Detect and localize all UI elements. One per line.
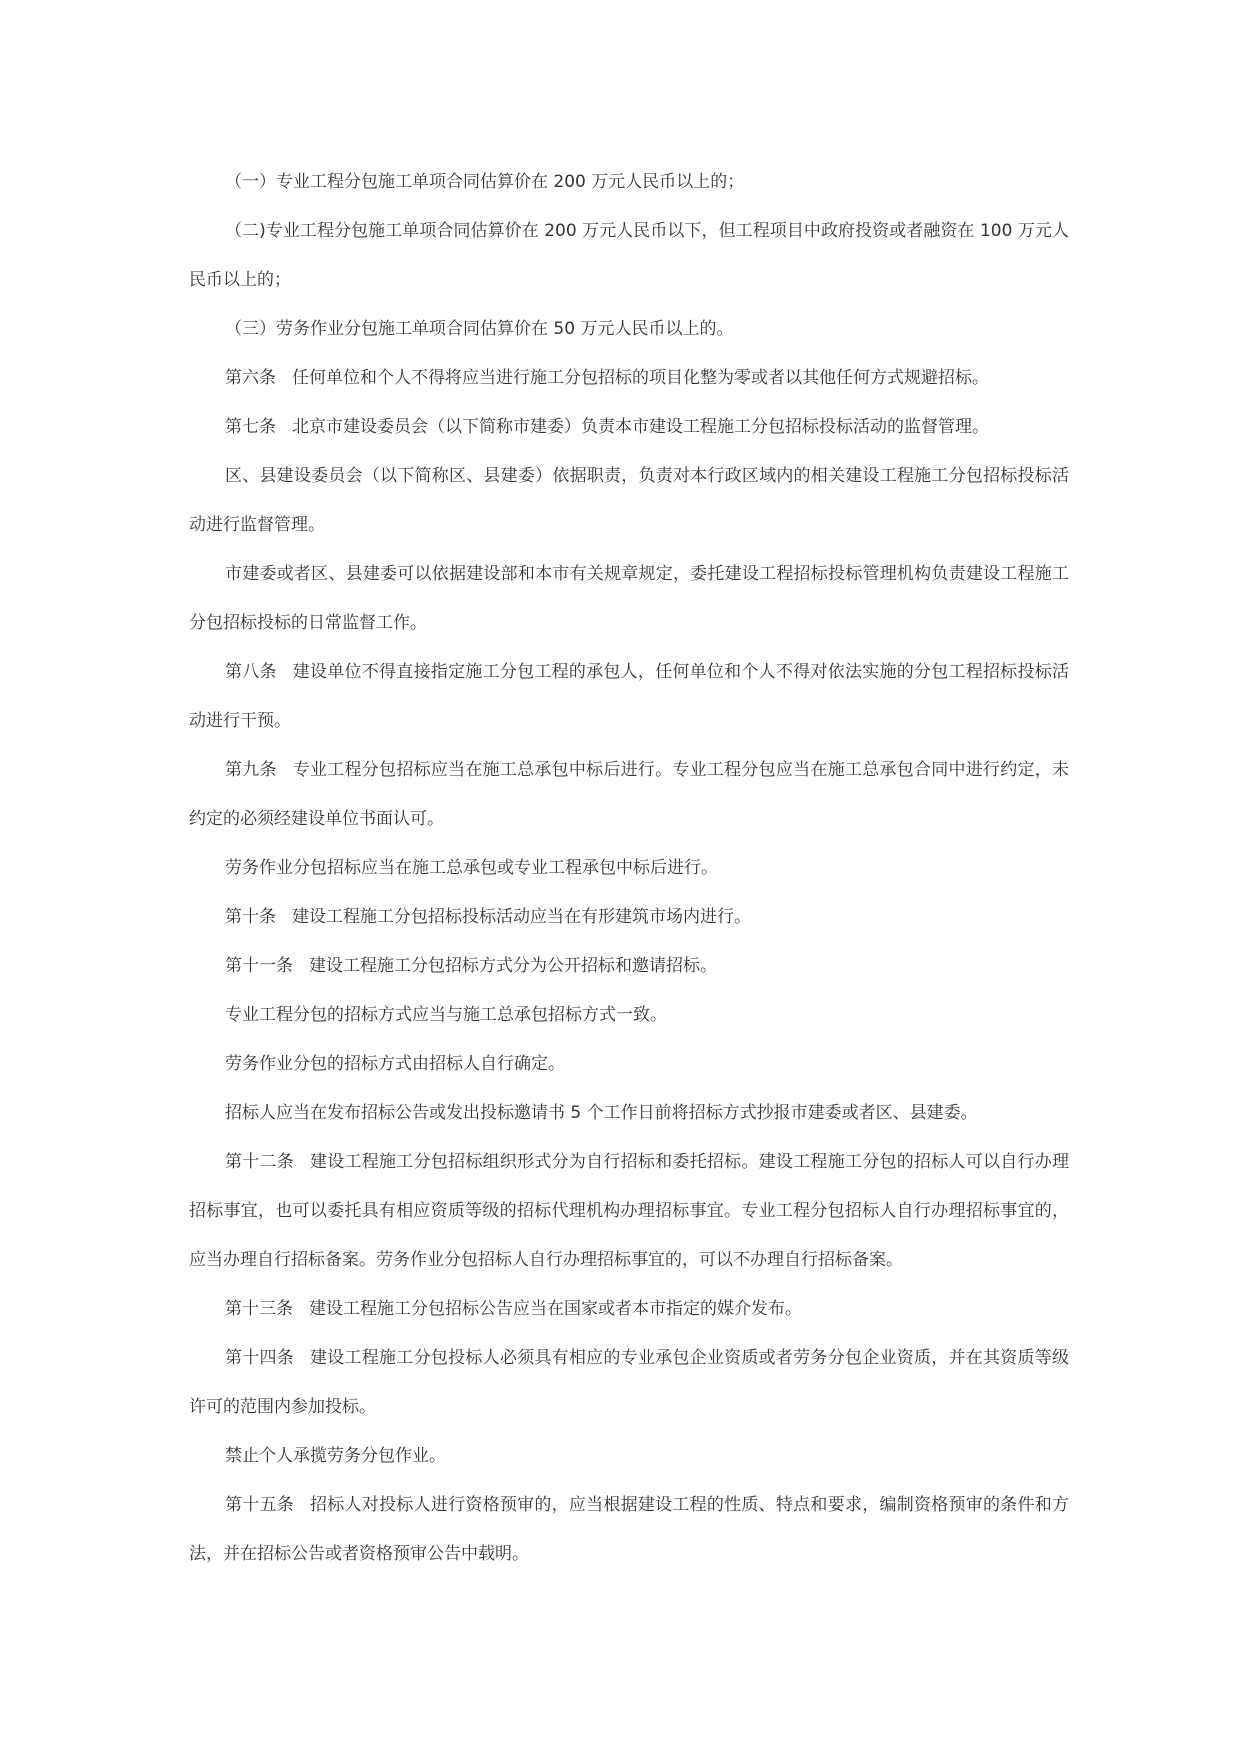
paragraph-text: 专业工程分包招标应当在施工总承包中标后进行。专业工程分包应当在施工总承包合同中进行约定，未约定的必须经建设单位书面认可。 [189,760,1070,829]
paragraph-text: 区、县建设委员会（以下简称区、县建委）依据职责，负责对本行政区域内的相关建设工程施工分包招标投标活动进行监督管理。 [189,466,1069,535]
paragraph-15 [189,1089,1069,1138]
article-label: 第八条 [225,662,277,682]
paragraph-text: 劳务作业分包招标应当在施工总承包或专业工程承包中标后进行。 [225,858,718,878]
article-label: 第六条 [225,368,276,388]
paragraph-text: 专业工程分包的招标方式应当与施工总承包招标方式一致。 [225,1005,667,1025]
paragraph-text: 劳务作业分包的招标方式由招标人自行确定。 [225,1054,565,1074]
paragraph-19 [189,1432,1069,1481]
paragraph-7 [189,550,1069,648]
paragraph-text: 招标人对投标人进行资格预审的，应当根据建设工程的性质、特点和要求，编制资格预审的条件和方法，并在招标公告或者资格预审公告中载明。 [189,1495,1070,1564]
paragraph-text: 市建委或者区、县建委可以依据建设部和本市有关规章规定，委托建设工程招标投标管理机构负责建设工程施工分包招标投标的日常监督工作。 [189,564,1069,633]
article-14 [189,1334,1069,1432]
article-8 [189,648,1069,746]
article-13 [189,1285,1069,1334]
article-label: 第七条 [225,417,276,437]
paragraph-text: （三）劳务作业分包施工单项合同估算价在 50 万元人民币以上的。 [225,319,734,339]
article-label: 第十二条 [225,1152,295,1172]
paragraph-text: 建设工程施工分包招标组织形式分为自行招标和委托招标。建设工程施工分包的招标人可以自行办理招标事宜，也可以委托具有相应资质等级的招标代理机构办理招标事宜。专业工程分包招标人自行办理招标事宜的，应当办理自行招标备案。劳务作业分包招标人自行办理招标事宜的，可以不办理自行招标备案。 [189,1152,1070,1270]
article-10 [189,893,1069,942]
paragraph-text: 招标人应当在发布招标公告或发出投标邀请书 5 个工作日前将招标方式抄报市建委或者区、县建委。 [225,1103,978,1123]
article-6 [189,354,1069,403]
paragraph-text: 禁止个人承揽劳务分包作业。 [225,1446,446,1466]
article-label: 第九条 [225,760,277,780]
paragraph-text: 建设工程施工分包投标人必须具有相应的专业承包企业资质或者劳务分包企业资质，并在其资质等级许可的范围内参加投标。 [189,1348,1070,1417]
article-label: 第十五条 [225,1495,295,1515]
paragraph-text: 任何单位和个人不得将应当进行施工分包招标的项目化整为零或者以其他任何方式规避招标。 [292,368,989,388]
article-label: 第十四条 [225,1348,295,1368]
paragraph-10 [189,844,1069,893]
paragraph-text: （一）专业工程分包施工单项合同估算价在 200 万元人民币以上的； [225,172,745,192]
paragraph-1 [189,158,1069,207]
article-9 [189,746,1069,844]
paragraph-14 [189,1040,1069,1089]
paragraph-text: 建设工程施工分包招标公告应当在国家或者本市指定的媒介发布。 [309,1299,802,1319]
document-body [189,158,1069,1579]
article-label: 第十条 [225,907,276,927]
paragraph-13 [189,991,1069,1040]
article-7 [189,403,1069,452]
article-15 [189,1481,1069,1579]
paragraph-2 [189,207,1069,305]
paragraph-text: 建设工程施工分包招标投标活动应当在有形建筑市场内进行。 [292,907,751,927]
article-12 [189,1138,1069,1285]
article-label: 第十三条 [225,1299,293,1319]
paragraph-text: （二)专业工程分包施工单项合同估算价在 200 万元人民币以下，但工程项目中政府投资或者融资在 100 万元人民币以上的； [189,221,1069,290]
paragraph-text: 建设单位不得直接指定施工分包工程的承包人，任何单位和个人不得对依法实施的分包工程招标投标活动进行干预。 [189,662,1070,731]
article-11 [189,942,1069,991]
paragraph-3 [189,305,1069,354]
paragraph-6 [189,452,1069,550]
article-label: 第十一条 [225,956,293,976]
paragraph-text: 建设工程施工分包招标方式分为公开招标和邀请招标。 [309,956,717,976]
paragraph-text: 北京市建设委员会（以下简称市建委）负责本市建设工程施工分包招标投标活动的监督管理。 [292,417,989,437]
